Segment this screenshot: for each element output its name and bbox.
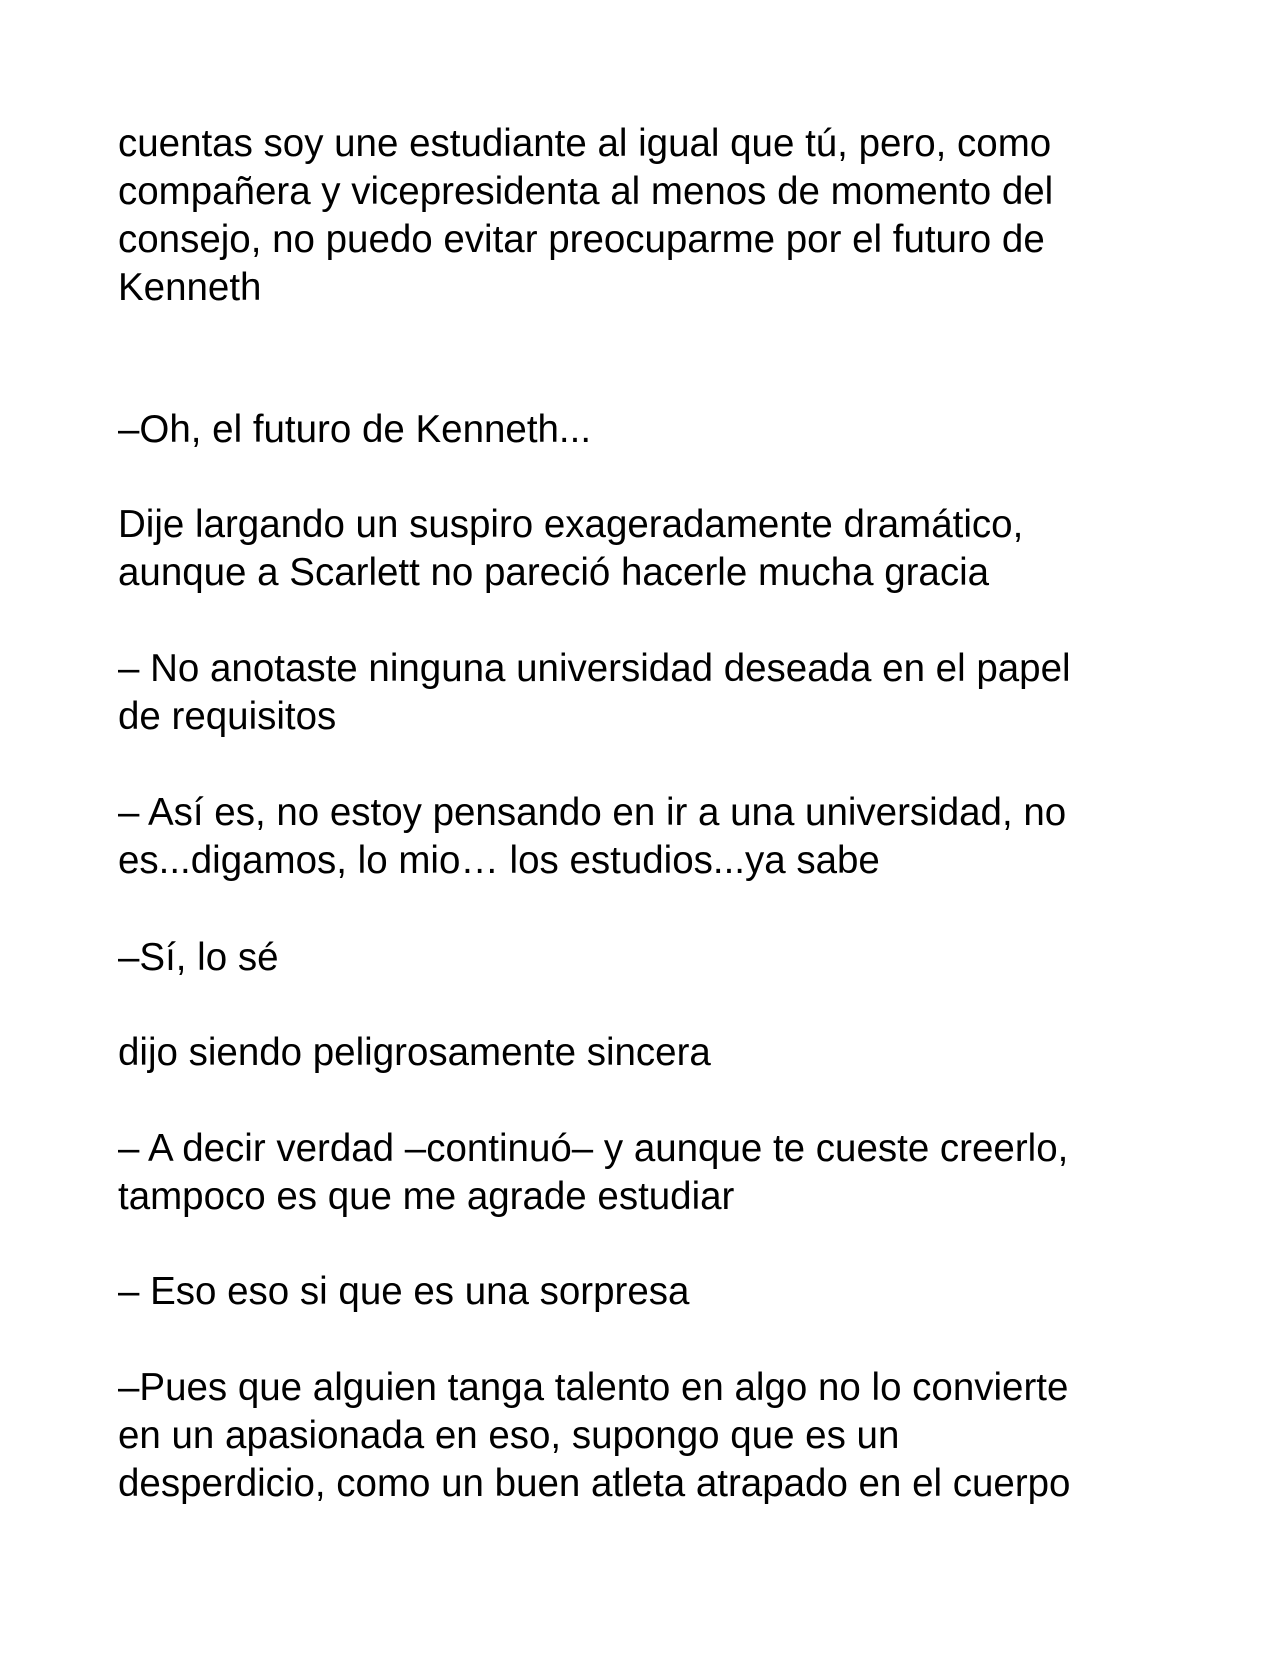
text-line: – A decir verdad –continuó– y aunque te cueste creerlo,: [118, 1127, 1069, 1170]
text-line: en un apasionada en eso, supongo que es un: [118, 1414, 900, 1457]
text-line: consejo, no puedo evitar preocuparme por el futuro de: [118, 218, 1045, 261]
text-line: compañera y vicepresidenta al menos de momento del: [118, 170, 1054, 213]
text-line: tampoco es que me agrade estudiar: [118, 1175, 735, 1218]
paragraph-2: [118, 406, 1178, 454]
text-line: Kenneth: [118, 266, 262, 309]
paragraph-3: [118, 501, 1178, 597]
text-line: es...digamos, lo mio… los estudios...ya sabe: [118, 839, 880, 882]
text-line: de requisitos: [118, 695, 337, 738]
text-line: cuentas soy une estudiante al igual que tú, pero, como: [118, 122, 1052, 165]
text-line: desperdicio, como un buen atleta atrapado en el cuerpo: [118, 1462, 1071, 1505]
paragraph-5: [118, 789, 1178, 885]
paragraph-10: [118, 1364, 1178, 1508]
text-line: –Sí, lo sé: [118, 936, 279, 979]
paragraph-4: [118, 645, 1178, 741]
paragraph-1: [118, 120, 1178, 312]
text-line: – No anotaste ninguna universidad deseada en el papel: [118, 647, 1071, 690]
text-line: aunque a Scarlett no pareció hacerle mucha gracia: [118, 551, 990, 594]
text-line: dijo siendo peligrosamente sincera: [118, 1031, 711, 1074]
paragraph-7: [118, 1029, 1178, 1077]
paragraph-8: [118, 1125, 1178, 1221]
text-line: – Así es, no estoy pensando en ir a una universidad, no: [118, 791, 1067, 834]
paragraph-6: [118, 934, 1178, 982]
paragraph-9: [118, 1268, 1178, 1316]
text-line: –Oh, el futuro de Kenneth...: [118, 408, 592, 451]
text-line: Dije largando un suspiro exageradamente dramático,: [118, 503, 1024, 546]
text-line: –Pues que alguien tanga talento en algo no lo convierte: [118, 1366, 1069, 1409]
text-line: – Eso eso si que es una sorpresa: [118, 1270, 690, 1313]
